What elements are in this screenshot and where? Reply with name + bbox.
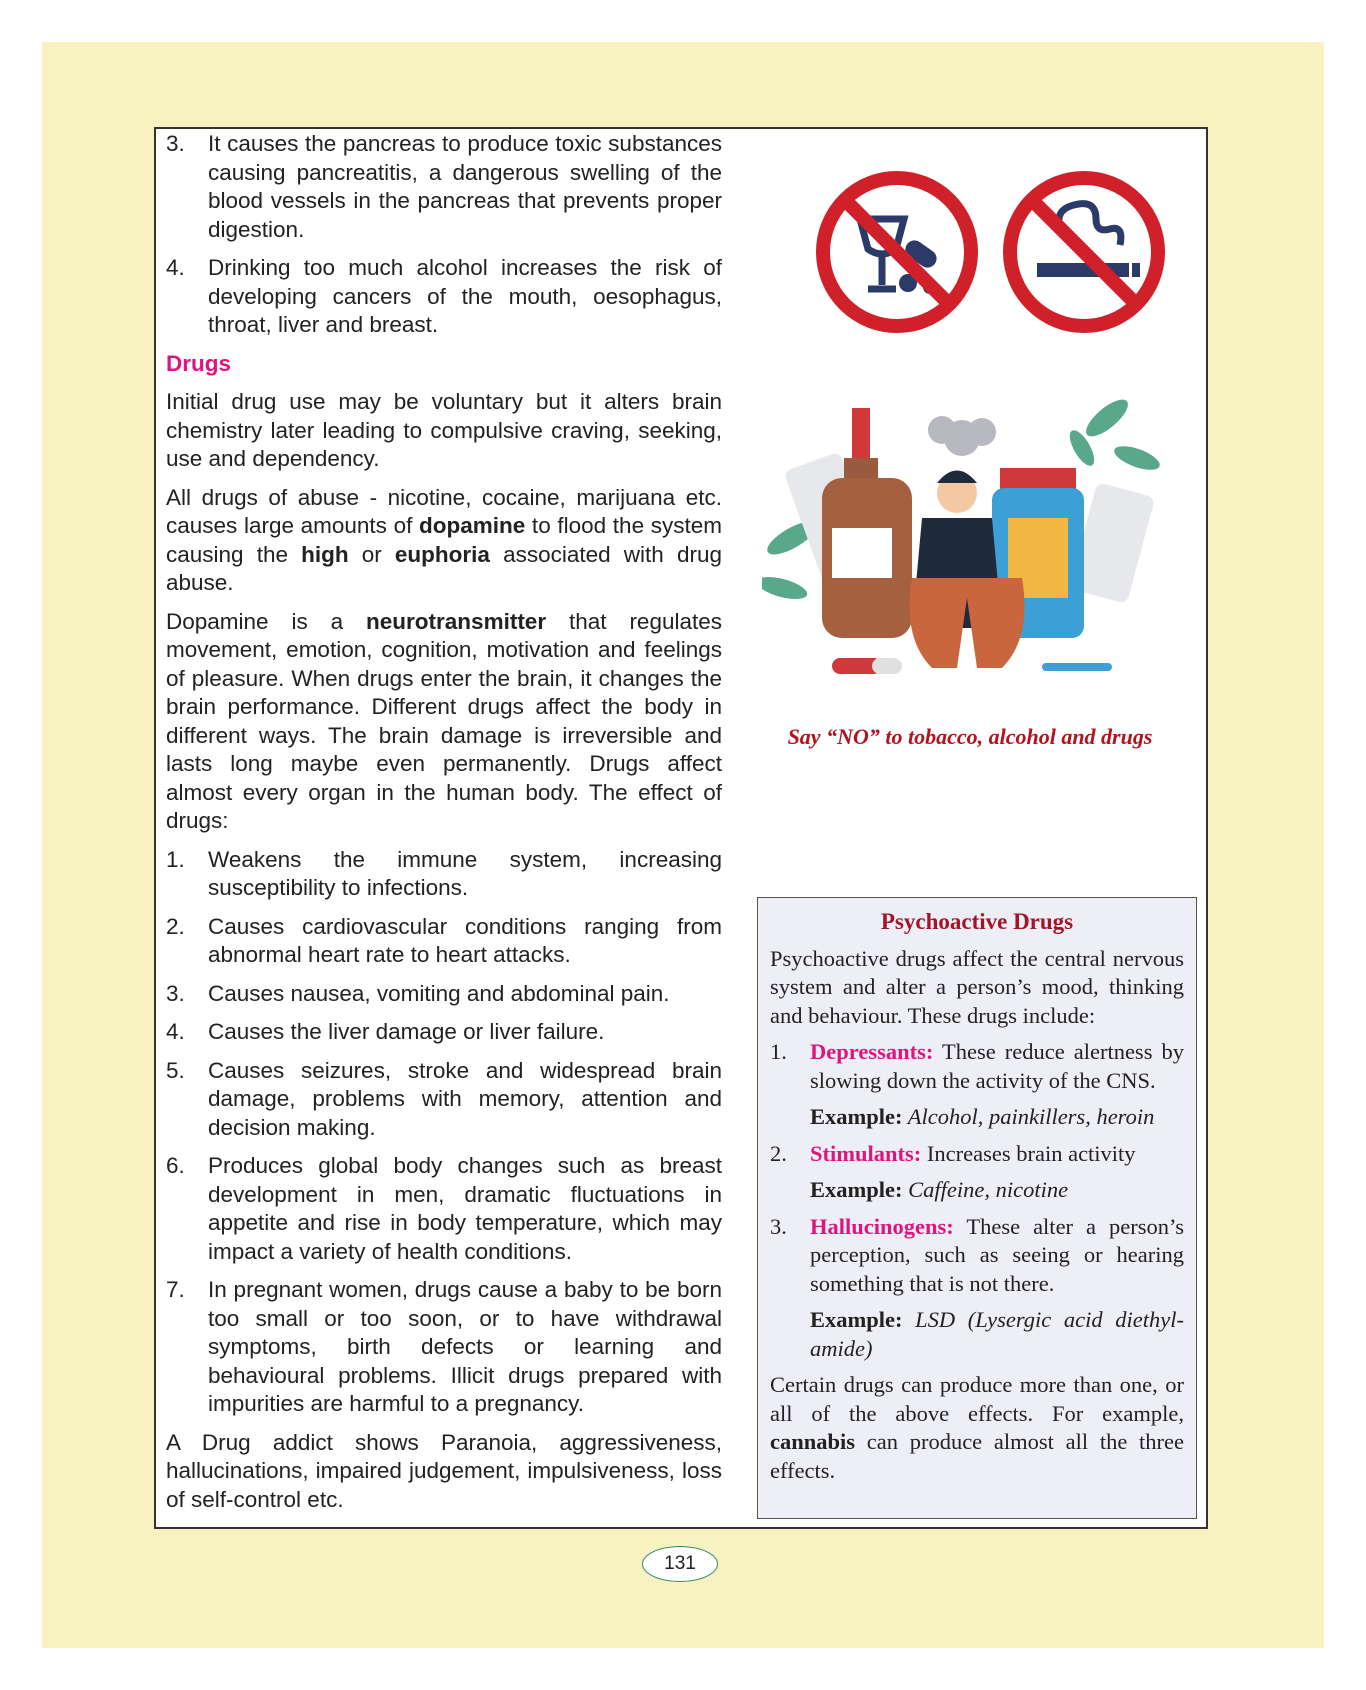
drugs-heading: Drugs [166, 350, 232, 376]
paragraph-drug-addict: A Drug addict shows Paranoia, aggressiveness, hallucinations, impaired judgement, impulsiveness, loss of self-control etc. [166, 1429, 722, 1512]
left-column [166, 130, 722, 1524]
box-outro: Certain drugs can produce more than one, or all of the above effects. For example, cannabis can produce almost all the three effects. [770, 1372, 1184, 1483]
no-smoking-sign-icon [1010, 178, 1158, 326]
list-item: 3. Hallucinogens: These alter a person’s perception, such as seeing or hearing something that is not there. Example: LSD (Lysergic acid diethyl-amide) [770, 1213, 1184, 1361]
psychoactive-drug-types-list [770, 1038, 1184, 1363]
page-number: 131 [642, 1546, 718, 1582]
list-item: 7. In pregnant women, drugs cause a baby to be born too small or too soon, or to have withdrawal symptoms, birth defects or learning and behavioural problems. Illicit drugs prepared with impurities are harmful to a pregnancy. [166, 1277, 722, 1416]
list-item: 2. Causes cardiovascular conditions ranging from abnormal heart rate to heart attacks. [166, 913, 722, 967]
paragraph-dopamine: All drugs of abuse - nicotine, cocaine, marijuana etc. causes large amounts of dopamine to flood the system causing the high or euphoria associated with drug abuse. [166, 484, 722, 595]
list-item: 5. Causes seizures, stroke and widespread brain damage, problems with memory, attention and decision making. [166, 1057, 722, 1140]
list-item: 6. Produces global body changes such as breast development in men, dramatic fluctuations in appetite and rise in body temperature, which may impact a variety of health conditions. [166, 1153, 722, 1264]
list-item: 3. Causes nausea, vomiting and abdominal pain. [166, 980, 670, 1006]
psychoactive-drugs-box [757, 897, 1197, 1519]
list-item: 2. Stimulants: Increases brain activity Example: Caffeine, nicotine [770, 1140, 1136, 1202]
no-alcohol-drugs-sign-icon [823, 178, 971, 326]
box-intro: Psychoactive drugs affect the central nervous system and alter a person’s mood, thinking and behaviour. These drugs include: [770, 945, 1184, 1028]
drug-abuse-illustration [762, 378, 1162, 698]
list-item: 1. Depressants: These reduce alertness by slowing down the activity of the CNS. Example: Alcohol, painkillers, heroin [770, 1039, 1184, 1129]
list-item: 1. Weakens the immune system, increasing susceptibility to infections. [166, 846, 722, 900]
prohibition-signs [812, 167, 1172, 337]
drug-effects-list [166, 846, 722, 1419]
list-item: 3. It causes the pancreas to produce toxic substances causing pancreatitis, a dangerous swelling of the blood vessels in the pancreas that prevents proper digestion. [166, 131, 722, 242]
list-item: 4. Drinking too much alcohol increases the risk of developing cancers of the mouth, oesophagus, throat, liver and breast. [166, 255, 722, 337]
medicine-bottle-icon [822, 408, 912, 638]
pill-capsule-icon [832, 658, 1112, 674]
paragraph-initial-drug-use: Initial drug use may be voluntary but it alters brain chemistry later leading to compulsive craving, seeking, use and dependency. [166, 389, 722, 471]
figure-caption: Say “NO” to tobacco, alcohol and drugs [787, 724, 1153, 749]
box-title: Psychoactive Drugs [880, 909, 1074, 934]
paragraph-neurotransmitter: Dopamine is a neurotransmitter that regulates movement, emotion, cognition, motivation and feelings of pleasure. When drugs enter the brain, it changes the brain performance. Different drugs affect the body in different ways. The brain damage is irreversible and lasts long maybe even permanently. Drugs affect almost every organ in the human body. The effect of drugs: [166, 608, 722, 833]
list-item: 4. Causes the liver damage or liver failure. [166, 1019, 605, 1044]
alcohol-effects-list [166, 130, 722, 340]
